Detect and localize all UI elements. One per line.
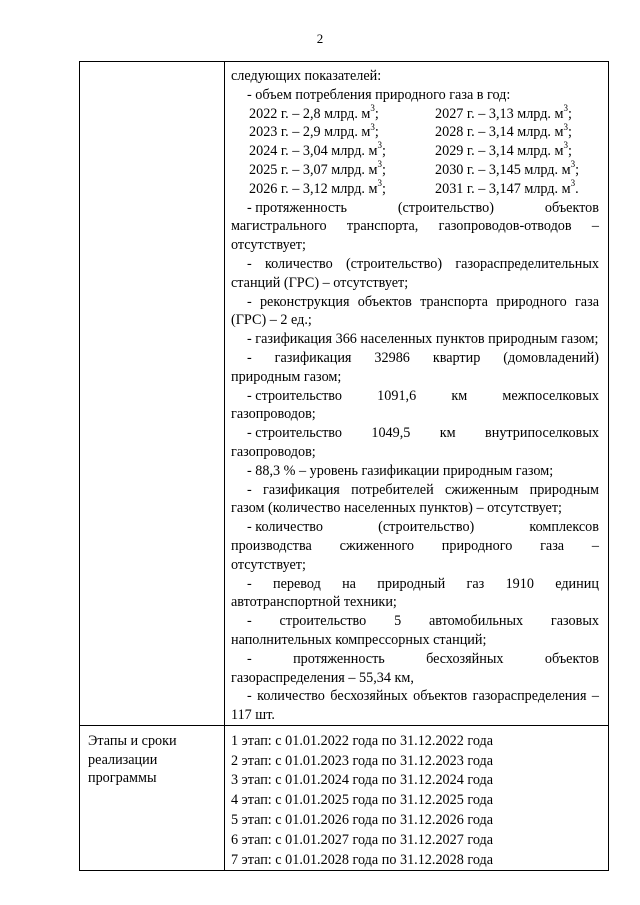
word: 1049,5 bbox=[371, 425, 411, 442]
word: газ bbox=[466, 575, 485, 592]
unit-superscript: 3 bbox=[377, 159, 383, 170]
gas-volume-entry: 2028 г. – 3,14 млрд. $м^3$; bbox=[435, 121, 572, 141]
indicators-label-cell bbox=[80, 62, 225, 726]
gas-volume-grid bbox=[231, 102, 599, 199]
gas-volume-entry: 2029 г. – 3,14 млрд. $м^3$; bbox=[435, 140, 572, 160]
indicator-line bbox=[231, 349, 599, 368]
word: автомобильных bbox=[428, 613, 524, 630]
indicator-line bbox=[231, 387, 599, 406]
page-number: 2 bbox=[316, 31, 324, 46]
word: км bbox=[439, 425, 456, 442]
word: перевод bbox=[273, 575, 321, 592]
word: - bbox=[247, 650, 252, 667]
word: - количество bbox=[247, 519, 324, 536]
unit-superscript: 3 bbox=[563, 121, 569, 132]
gas-volume-heading: - объем потребления природного газа в год: bbox=[247, 86, 511, 103]
gas-volume-entry: 2027 г. – 3,13 млрд. $м^3$; bbox=[435, 102, 572, 122]
indicator-line bbox=[231, 518, 599, 537]
word: – bbox=[591, 537, 599, 554]
stage-item: 6 этап: с 01.01.2027 года по 31.12.2027 года bbox=[231, 831, 494, 848]
word: - протяженность bbox=[247, 199, 347, 216]
word: 1091,6 bbox=[377, 387, 417, 404]
indicator-text: автотранспортной техники; bbox=[231, 594, 397, 611]
word: (строительство) bbox=[397, 199, 494, 216]
unit-superscript: 3 bbox=[370, 102, 375, 113]
word: единиц bbox=[555, 575, 599, 592]
gas-volume-entry: 2025 г. – 3,07 млрд. $м^3$; bbox=[249, 159, 386, 178]
indicator-line bbox=[231, 199, 599, 218]
word: газа bbox=[540, 537, 565, 554]
word: газификация bbox=[274, 349, 352, 366]
word: природный bbox=[377, 575, 446, 592]
stages-list bbox=[225, 725, 609, 871]
stages-row bbox=[80, 725, 609, 871]
indicators-cell bbox=[225, 62, 609, 726]
unit-superscript: 3 bbox=[377, 140, 383, 151]
word: природного bbox=[441, 537, 513, 554]
word: строительство bbox=[279, 613, 367, 630]
word: - строительство bbox=[247, 425, 342, 442]
stages-label: Этапы и сроки реализации программы bbox=[80, 725, 225, 871]
indicator-text: - реконструкция объектов транспорта природного газа (ГРС) – 2 ед.; bbox=[231, 293, 599, 329]
word: на bbox=[342, 575, 356, 592]
word: квартир bbox=[432, 349, 481, 366]
unit-superscript: 3 bbox=[570, 159, 576, 170]
indicators-intro: следующих показателей: bbox=[231, 68, 382, 84]
word: комплексов bbox=[529, 519, 599, 536]
indicator-line bbox=[231, 575, 599, 594]
gas-volume-entry: 2026 г. – 3,12 млрд. $м^3$; bbox=[249, 178, 386, 197]
indicators-row bbox=[80, 62, 609, 726]
word: 32986 bbox=[374, 349, 410, 366]
gas-volume-entry: 2031 г. – 3,147 млрд. $м^3$. bbox=[435, 178, 579, 197]
word: объектов bbox=[544, 650, 599, 667]
indicator-text: - 88,3 % – уровень газификации природным газом; bbox=[247, 462, 554, 479]
unit-superscript: 3 bbox=[570, 178, 576, 189]
indicator-text: природным газом; bbox=[231, 368, 342, 385]
indicator-line bbox=[231, 612, 599, 631]
stage-item: 7 этап: с 01.01.2028 года по 31.12.2028 года bbox=[231, 851, 494, 868]
program-passport-table bbox=[79, 61, 609, 871]
word: бесхозяйных bbox=[426, 650, 504, 667]
indicator-line bbox=[231, 424, 599, 443]
word: - bbox=[247, 613, 252, 630]
indicator-text: - газификация 366 населенных пунктов природным газом; bbox=[247, 331, 599, 348]
word: газовых bbox=[550, 613, 599, 630]
stage-item: 2 этап: с 01.01.2023 года по 31.12.2023 года bbox=[231, 752, 494, 769]
indicator-text: газопроводов; bbox=[231, 443, 316, 460]
gas-volume-entry: 2030 г. – 3,145 млрд. $м^3$; bbox=[435, 159, 580, 178]
word: - bbox=[247, 349, 252, 366]
word: - bbox=[247, 575, 252, 592]
unit-superscript: 3 bbox=[563, 140, 569, 151]
gas-volume-entry: 2024 г. – 3,04 млрд. $м^3$; bbox=[249, 140, 386, 160]
word: сжиженного bbox=[339, 537, 415, 554]
word: 1910 bbox=[505, 575, 534, 592]
stage-item: 5 этап: с 01.01.2026 года по 31.12.2026 года bbox=[231, 812, 494, 829]
indicator-text: - количество (строительство) газораспределительных станций (ГРС) – отсутствует; bbox=[231, 255, 599, 291]
word: (строительство) bbox=[378, 519, 475, 536]
word: протяженность bbox=[293, 650, 385, 667]
word: км bbox=[451, 387, 468, 404]
indicator-text: газопроводов; bbox=[231, 406, 316, 423]
unit-superscript: 3 bbox=[370, 121, 375, 132]
word: (домовладений) bbox=[503, 349, 599, 366]
word: внутрипоселковых bbox=[485, 425, 599, 442]
indicator-line bbox=[231, 537, 599, 556]
unit-superscript: 3 bbox=[377, 178, 383, 189]
gas-volume-entry: 2022 г. – 2,8 млрд. $м^3$; bbox=[249, 102, 379, 122]
stage-item: 4 этап: с 01.01.2025 года по 31.12.2025 года bbox=[231, 792, 494, 809]
indicator-text: - количество бесхозяйных объектов газораспределения – 117 шт. bbox=[231, 688, 599, 724]
indicator-text: - газификация потребителей сжиженным природным газом (количество населенных пунктов) – отсутствует; bbox=[231, 481, 599, 517]
stage-item: 1 этап: с 01.01.2022 года по 31.12.2022 года bbox=[231, 732, 494, 749]
stage-item: 3 этап: с 01.01.2024 года по 31.12.2024 года bbox=[231, 772, 494, 789]
word: межпоселковых bbox=[502, 387, 599, 404]
word: производства bbox=[231, 537, 312, 554]
gas-volume-entry: 2023 г. – 2,9 млрд. $м^3$; bbox=[249, 121, 379, 141]
unit-superscript: 3 bbox=[563, 102, 569, 113]
indicator-line bbox=[231, 650, 599, 669]
indicator-text: магистрального транспорта, газопроводов-отводов – отсутствует; bbox=[231, 218, 599, 254]
word: объектов bbox=[544, 199, 599, 216]
indicator-text: наполнительных компрессорных станций; bbox=[231, 631, 487, 648]
indicator-text: газораспределения – 55,34 км, bbox=[231, 669, 414, 686]
word: 5 bbox=[394, 613, 402, 630]
word: - строительство bbox=[247, 387, 342, 404]
indicator-text: отсутствует; bbox=[231, 556, 306, 573]
